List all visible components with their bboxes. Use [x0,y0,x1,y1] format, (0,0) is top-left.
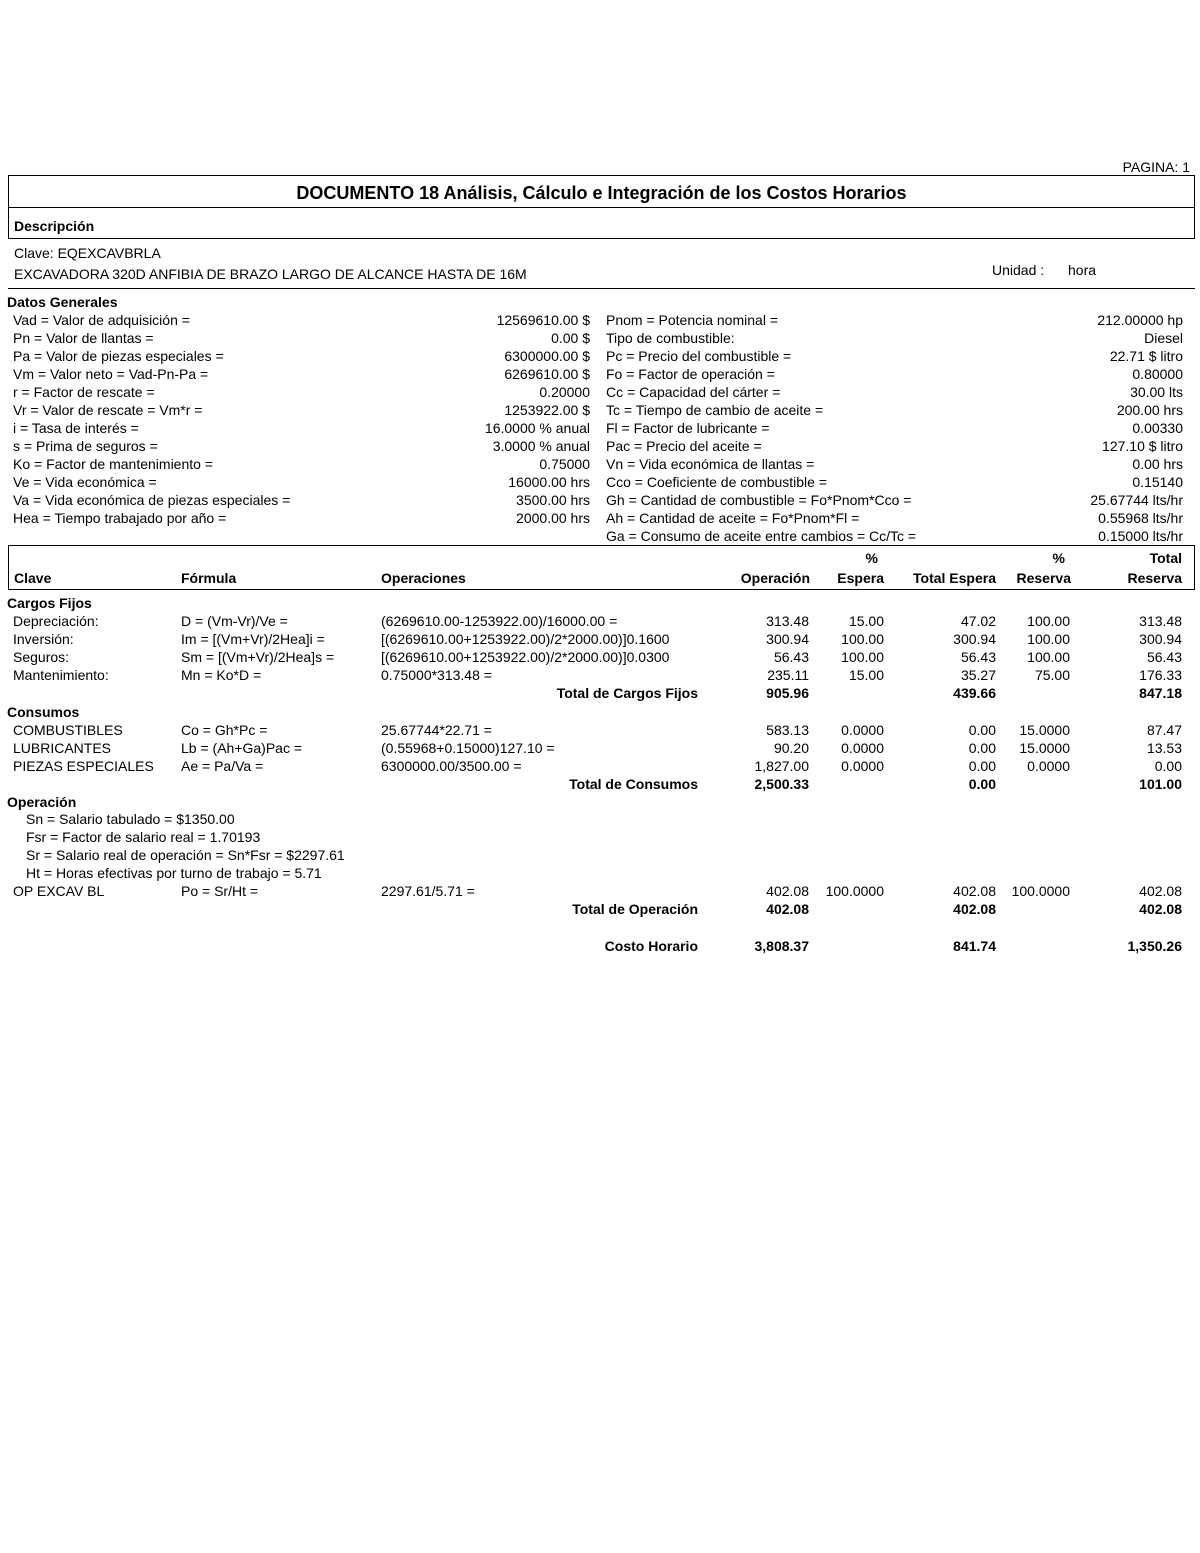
param-value: 0.00330 [1132,420,1183,436]
unidad-label: Unidad : [992,262,1045,278]
row-formula: Po = Sr/Ht = [181,883,259,899]
divider [8,288,1195,289]
row-operaciones: (6269610.00-1253922.00)/16000.00 = [381,613,618,629]
col-total-reserva-header: Reserva [1127,570,1182,586]
param-label: Va = Vida económica de piezas especiales = [13,492,291,508]
datos-generales-heading: Datos Generales [7,294,118,310]
row-formula: Mn = Ko*D = [181,667,262,683]
row-espera-pct: 15.00 [848,667,884,683]
param-value: 127.10 $ litro [1102,438,1183,454]
row-total-espera: 0.00 [968,722,996,738]
param-label: r = Factor de rescate = [13,384,155,400]
row-total-reserva: 402.08 [1139,883,1182,899]
param-value: 2000.00 hrs [516,510,590,526]
param-label: Gh = Cantidad de combustible = Fo*Pnom*Cco = [606,492,912,508]
operacion-note: Sn = Salario tabulado = $1350.00 [26,811,235,827]
row-total-reserva: 176.33 [1139,667,1182,683]
row-espera-pct: 0.0000 [841,740,884,756]
row-espera-pct: 100.00 [841,649,884,665]
operacion-note: Ht = Horas efectivas por turno de trabajo = 5.71 [26,865,322,881]
row-operacion: 402.08 [766,883,809,899]
param-label: s = Prima de seguros = [13,438,158,454]
param-value: 0.15000 lts/hr [1098,528,1183,544]
row-formula: D = (Vm-Vr)/Ve = [181,613,288,629]
param-label: Tipo de combustible: [606,330,735,346]
param-label: Hea = Tiempo trabajado por año = [13,510,227,526]
section-total-reserva: 402.08 [1139,901,1182,917]
section-total-operacion: 402.08 [766,901,809,917]
param-value: 0.00 $ [551,330,590,346]
section-total-espera: 439.66 [953,685,996,701]
row-clave: Depreciación: [13,613,99,629]
param-value: 0.80000 [1132,366,1183,382]
param-value: 22.71 $ litro [1109,348,1183,364]
param-label: Tc = Tiempo de cambio de aceite = [606,402,824,418]
row-clave: Seguros: [13,649,70,665]
param-value: 25.67744 lts/hr [1090,492,1183,508]
param-label: Ga = Consumo de aceite entre cambios = Cc/Tc = [606,528,917,544]
param-value: 16.0000 % anual [484,420,590,436]
section-total-operacion: 2,500.33 [754,776,809,792]
param-label: Vm = Valor neto = Vad-Pn-Pa = [13,366,209,382]
row-reserva-pct: 15.0000 [1019,722,1070,738]
param-label: Cc = Capacidad del cárter = [606,384,781,400]
descripcion-label: Descripción [14,218,95,234]
row-total-espera: 35.27 [960,667,996,683]
row-reserva-pct: 15.0000 [1019,740,1070,756]
row-reserva-pct: 75.00 [1034,667,1070,683]
row-formula: Im = [(Vm+Vr)/2Hea]i = [181,631,325,647]
clave-line: Clave: EQEXCAVBRLA [14,245,161,261]
param-value: Diesel [1144,330,1183,346]
row-total-reserva: 313.48 [1139,613,1182,629]
row-total-espera: 0.00 [968,740,996,756]
costo-horario-operacion: 3,808.37 [754,938,809,954]
row-reserva-pct: 100.0000 [1011,883,1070,899]
param-value: 0.15140 [1132,474,1183,490]
col-total-reserva-top: Total [1149,550,1182,566]
param-value: 1253922.00 $ [504,402,590,418]
row-formula: Ae = Pa/Va = [181,758,264,774]
consumos-heading: Consumos [7,704,80,720]
row-reserva-pct: 100.00 [1027,631,1070,647]
row-clave: COMBUSTIBLES [13,722,123,738]
col-espera-pct-top: % [865,550,878,566]
costo-horario-total-reserva: 1,350.26 [1127,938,1182,954]
row-espera-pct: 0.0000 [841,722,884,738]
row-espera-pct: 15.00 [848,613,884,629]
param-value: 6300000.00 $ [504,348,590,364]
section-total-reserva: 101.00 [1139,776,1182,792]
row-espera-pct: 100.00 [841,631,884,647]
param-value: 212.00000 hp [1097,312,1183,328]
costo-horario-label: Costo Horario [604,938,698,954]
row-total-espera: 47.02 [960,613,996,629]
col-reserva-pct-top: % [1052,550,1065,566]
row-total-reserva: 87.47 [1146,722,1182,738]
row-operacion: 583.13 [766,722,809,738]
unidad-value: hora [1068,262,1097,278]
param-value: 30.00 lts [1130,384,1183,400]
col-espera-header: Espera [837,570,884,586]
row-total-reserva: 0.00 [1154,758,1182,774]
param-label: Ah = Cantidad de aceite = Fo*Pnom*Fl = [606,510,860,526]
row-total-reserva: 13.53 [1146,740,1182,756]
param-label: Pa = Valor de piezas especiales = [13,348,224,364]
param-value: 6269610.00 $ [504,366,590,382]
row-operaciones: 6300000.00/3500.00 = [381,758,522,774]
param-label: Ko = Factor de mantenimiento = [13,456,213,472]
row-clave: Inversión: [13,631,74,647]
row-operacion: 1,827.00 [754,758,809,774]
section-total-reserva: 847.18 [1139,685,1182,701]
param-value: 0.00 hrs [1132,456,1183,472]
row-total-espera: 402.08 [953,883,996,899]
row-operaciones: [(6269610.00+1253922.00)/2*2000.00)]0.1600 [381,631,670,647]
row-reserva-pct: 100.00 [1027,649,1070,665]
row-total-reserva: 300.94 [1139,631,1182,647]
row-operaciones: (0.55968+0.15000)127.10 = [381,740,555,756]
col-clave-header: Clave [14,570,52,586]
param-value: 3.0000 % anual [492,438,590,454]
row-espera-pct: 0.0000 [841,758,884,774]
row-formula: Sm = [(Vm+Vr)/2Hea]s = [181,649,335,665]
param-value: 200.00 hrs [1116,402,1183,418]
row-espera-pct: 100.0000 [825,883,884,899]
row-formula: Co = Gh*Pc = [181,722,268,738]
divider [8,207,1195,208]
param-label: Ve = Vida económica = [13,474,157,490]
equipment-description: EXCAVADORA 320D ANFIBIA DE BRAZO LARGO DE ALCANCE HASTA DE 16M [14,266,527,282]
row-operacion: 90.20 [773,740,809,756]
param-label: Pc = Precio del combustible = [606,348,792,364]
row-clave: OP EXCAV BL [13,883,105,899]
operacion-heading: Operación [7,794,77,810]
page-number: PAGINA: 1 [1122,159,1190,175]
section-total-espera: 0.00 [968,776,996,792]
param-label: Pnom = Potencia nominal = [606,312,778,328]
col-operaciones-header: Operaciones [381,570,466,586]
row-total-espera: 56.43 [960,649,996,665]
operacion-note: Fsr = Factor de salario real = 1.70193 [26,829,261,845]
param-value: 12569610.00 $ [496,312,590,328]
costo-horario-total-espera: 841.74 [953,938,996,954]
row-reserva-pct: 0.0000 [1027,758,1070,774]
col-total-espera-header: Total Espera [913,570,996,586]
param-value: 16000.00 hrs [508,474,590,490]
param-label: Cco = Coeficiente de combustible = [606,474,828,490]
document-title: DOCUMENTO 18 Análisis, Cálculo e Integración de los Costos Horarios [296,183,907,203]
row-operacion: 56.43 [773,649,809,665]
param-label: Fl = Factor de lubricante = [606,420,770,436]
col-operacion-header: Operación [740,570,810,586]
section-total-espera: 402.08 [953,901,996,917]
param-label: Fo = Factor de operación = [606,366,775,382]
param-label: Pac = Precio del aceite = [606,438,762,454]
operacion-note: Sr = Salario real de operación = Sn*Fsr = $2297.61 [26,847,345,863]
row-clave: LUBRICANTES [13,740,112,756]
param-label: Vn = Vida económica de llantas = [606,456,815,472]
param-label: Vr = Valor de rescate = Vm*r = [13,402,203,418]
param-label: Pn = Valor de llantas = [13,330,154,346]
param-value: 0.75000 [539,456,590,472]
row-total-espera: 300.94 [953,631,996,647]
col-reserva-header: Reserva [1016,570,1071,586]
param-label: Vad = Valor de adquisición = [13,312,190,328]
param-value: 3500.00 hrs [516,492,590,508]
row-operaciones: 0.75000*313.48 = [381,667,492,683]
section-total-label: Total de Consumos [569,776,698,792]
param-label: i = Tasa de interés = [13,420,139,436]
param-value: 0.55968 lts/hr [1098,510,1183,526]
row-operaciones: [(6269610.00+1253922.00)/2*2000.00)]0.0300 [381,649,670,665]
row-operaciones: 2297.61/5.71 = [381,883,475,899]
section-total-label: Total de Operación [572,901,698,917]
section-total-label: Total de Cargos Fijos [556,685,698,701]
row-operacion: 300.94 [766,631,809,647]
row-total-reserva: 56.43 [1146,649,1182,665]
row-total-espera: 0.00 [968,758,996,774]
col-formula-header: Fórmula [181,570,237,586]
row-reserva-pct: 100.00 [1027,613,1070,629]
row-operacion: 235.11 [767,667,809,683]
row-formula: Lb = (Ah+Ga)Pac = [181,740,303,756]
section-total-operacion: 905.96 [766,685,809,701]
row-clave: Mantenimiento: [13,667,109,683]
row-clave: PIEZAS ESPECIALES [13,758,154,774]
row-operaciones: 25.67744*22.71 = [381,722,492,738]
row-operacion: 313.48 [766,613,809,629]
cargos-fijos-heading: Cargos Fijos [7,595,92,611]
param-value: 0.20000 [539,384,590,400]
